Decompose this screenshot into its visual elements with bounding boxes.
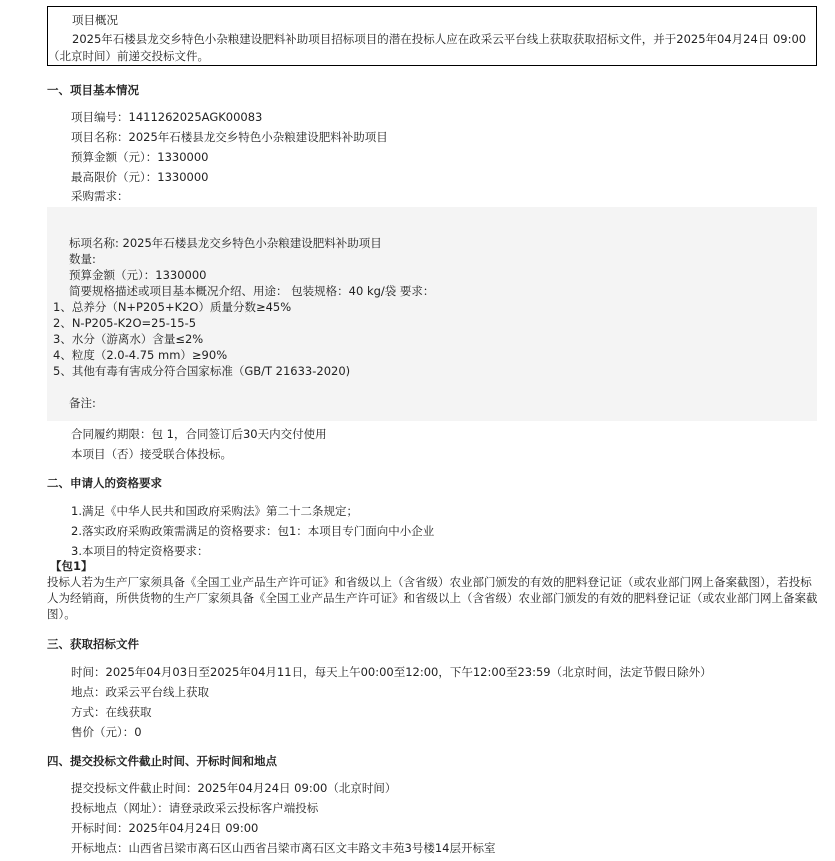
get-doc-price: 售价（元）：0 bbox=[71, 725, 142, 739]
get-doc-time: 时间：2025年04月03日至2025年04月11日，每天上午00:00至12:00，下午12:00至23:59（北京时间，法定节假日除外） bbox=[71, 665, 712, 679]
overview-box bbox=[47, 6, 817, 66]
requirement-item: 2、N-P205-K2O=25-15-5 bbox=[53, 316, 197, 330]
requirement-item: 1、总养分（N+P205+K2O）质量分数≥45% bbox=[53, 300, 292, 314]
requirements-box bbox=[47, 207, 817, 421]
requirement-item: 4、粒度（2.0-4.75 mm）≥90% bbox=[53, 348, 228, 362]
package-label: 【包1】 bbox=[50, 559, 93, 573]
consortium-note: 本项目（否）接受联合体投标。 bbox=[71, 447, 232, 461]
opening-location: 开标地点：山西省吕梁市离石区山西省吕梁市离石区文丰路文丰苑3号楼14层开标室 bbox=[71, 841, 496, 855]
demand-label: 采购需求： bbox=[71, 189, 129, 203]
lot-brief: 简要规格描述或项目基本概况介绍、用途： 包装规格：40 kg/袋 要求： bbox=[69, 284, 435, 298]
lot-remark: 备注: bbox=[69, 396, 96, 410]
get-doc-place: 地点：政采云平台线上获取 bbox=[71, 685, 209, 699]
lot-budget: 预算金额（元）：1330000 bbox=[69, 268, 207, 282]
section-heading-qualifications: 二、申请人的资格要求 bbox=[47, 476, 162, 490]
overview-title: 项目概况 bbox=[72, 13, 118, 27]
section-heading-get-documents: 三、获取招标文件 bbox=[47, 637, 139, 651]
section-heading-deadline: 四、提交投标文件截止时间、开标时间和地点 bbox=[47, 754, 277, 768]
section-heading-basic-info: 一、项目基本情况 bbox=[47, 83, 139, 97]
requirement-item: 5、其他有毒有害成分符合国家标准（GB/T 21633-2020) bbox=[53, 364, 351, 378]
qualification-3: 3.本项目的特定资格要求： bbox=[71, 544, 209, 558]
max-price: 最高限价（元）：1330000 bbox=[71, 170, 209, 184]
qualification-paragraph: 投标人若为生产厂家须具备《全国工业产品生产许可证》和省级以上（含省级）农业部门颁发的有效的肥料登记证（或农业部门网上备案截图），若投标人为经销商，所供货物的生产厂家须具备《全国工业产品生产许可证》和省级以上（含省级）农业部门颁发的有效的肥料登记证（或农业部门网上备案截图）。 bbox=[47, 575, 818, 621]
requirement-item: 3、水分（游离水）含量≤2% bbox=[53, 332, 204, 346]
get-doc-method: 方式：在线获取 bbox=[71, 705, 152, 719]
submission-deadline: 提交投标文件截止时间：2025年04月24日 09:00（北京时间） bbox=[71, 781, 397, 795]
bid-location: 投标地点（网址）：请登录政采云投标客户端投标 bbox=[71, 801, 319, 815]
qualification-2: 2.落实政府采购政策需满足的资格要求：包1：本项目专门面向中小企业 bbox=[71, 524, 435, 538]
lot-name: 标项名称: 2025年石楼县龙交乡特色小杂粮建设肥料补助项目 bbox=[69, 236, 382, 250]
lot-quantity: 数量: bbox=[69, 252, 96, 266]
opening-time: 开标时间：2025年04月24日 09:00 bbox=[71, 821, 259, 835]
project-number: 项目编号：1411262025AGK00083 bbox=[71, 110, 263, 124]
qualification-1: 1.满足《中华人民共和国政府采购法》第二十二条规定； bbox=[71, 504, 358, 518]
project-name: 项目名称：2025年石楼县龙交乡特色小杂粮建设肥料补助项目 bbox=[71, 130, 388, 144]
contract-period: 合同履约期限：包 1，合同签订后30天内交付使用 bbox=[71, 427, 327, 441]
overview-text: 2025年石楼县龙交乡特色小杂粮建设肥料补助项目招标项目的潜在投标人应在政采云平台线上获取获取招标文件，并于2025年04月24日 09:00（北京时间）前递交投标文件。 bbox=[48, 32, 807, 63]
budget-amount: 预算金额（元）：1330000 bbox=[71, 150, 209, 164]
